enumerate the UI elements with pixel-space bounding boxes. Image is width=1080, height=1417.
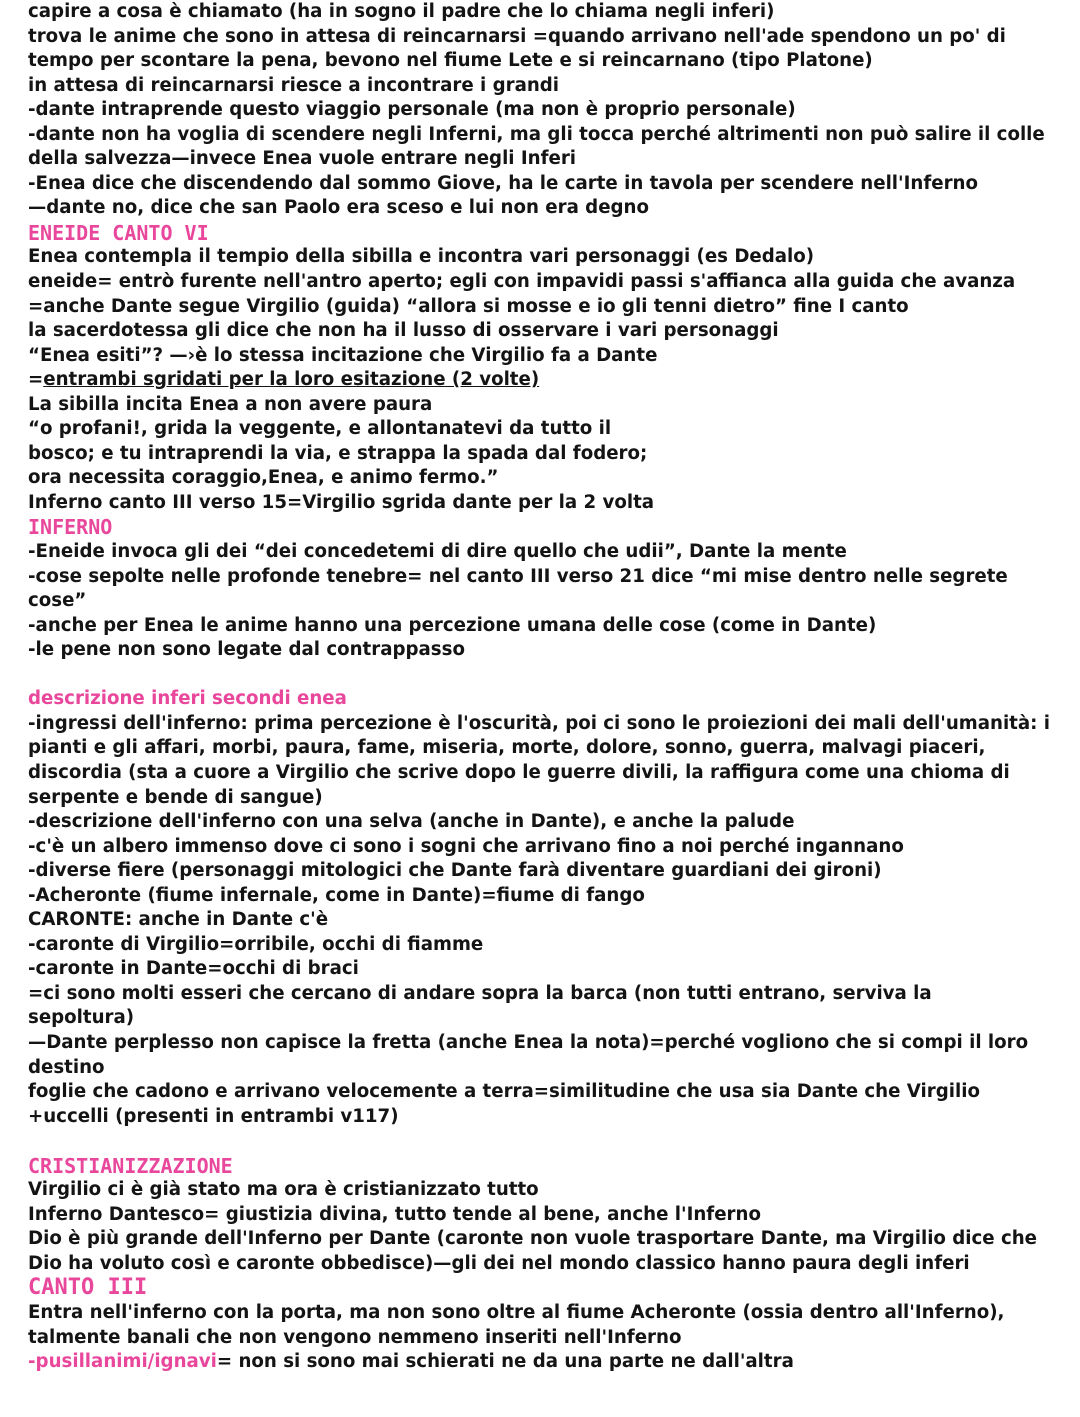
text-line: -dante non ha voglia di scendere negli Inferni, ma gli tocca perché altrimenti non può salire il colle [28,123,1045,145]
blank-line [28,1129,1068,1154]
highlighted-term: -pusillanimi/ignavi [28,1351,217,1373]
text-line: della salvezza—invece Enea vuole entrare negli Inferi [28,148,577,170]
text-line: Entra nell'inferno con la porta, ma non sono oltre al fiume Acheronte (ossia dentro all'Inferno), [28,1301,1005,1323]
text-line: la sacerdotessa gli dice che non ha il lusso di osservare i vari personaggi [28,320,779,342]
text-line: -cose sepolte nelle profonde tenebre= nel canto III verso 21 dice “mi mise dentro nelle segrete [28,565,1008,587]
text-line: trova le anime che sono in attesa di reincarnarsi =quando arrivano nell'ade spendono un po' di [28,25,1006,47]
text-line: foglie che cadono e arrivano velocemente a terra=similitudine che usa sia Dante che Virgilio [28,1081,980,1103]
section-heading-eneide-canto-vi: ENEIDE CANTO VI [28,220,209,245]
text-line: —dante no, dice che san Paolo era sceso e lui non era degno [28,197,649,219]
text-line: eneide= entrò furente nell'antro aperto; egli con impavidi passi s'affianca alla guida che avanza [28,271,1016,293]
quote-line: “o profani!, grida la veggente, e allontanatevi da tutto il [28,418,612,440]
text-line: =ci sono molti esseri che cercano di andare sopra la barca (non tutti entrano, serviva la [28,982,932,1004]
text-line: -descrizione dell'inferno con una selva (anche in Dante), e anche la palude [28,811,795,833]
text-line: -c'è un albero immenso dove ci sono i sogni che arrivano fino a noi perché ingannano [28,835,904,857]
section-heading-canto-iii: CANTO III [28,1275,148,1301]
text-line: talmente banali che non vengono nemmeno inseriti nell'Inferno [28,1326,682,1348]
text-line: sepoltura) [28,1007,135,1029]
text-line: Enea contempla il tempio della sibilla e incontra vari personaggi (es Dedalo) [28,246,815,268]
text-line: “Enea esiti”? —›è lo stessa incitazione che Virgilio fa a Dante [28,344,658,366]
text-line: Dio è più grande dell'Inferno per Dante (caronte non vuole trasportare Dante, ma Virgilio dice che [28,1228,1038,1250]
section-heading-descrizione-inferi: descrizione inferi secondi enea [28,688,347,710]
text-line: CARONTE: anche in Dante c'è [28,909,329,931]
text-line: -caronte in Dante=occhi di braci [28,958,359,980]
text-line: +uccelli (presenti in entrambi v117) [28,1105,399,1127]
text-line-mixed [28,1350,1068,1375]
definition-text: = non si sono mai schierati ne da una parte ne dall'altra [216,1351,794,1373]
text-line: in attesa di reincarnarsi riesce a incontrare i grandi [28,74,560,96]
text-line: -dante intraprende questo viaggio personale (ma non è proprio personale) [28,99,796,121]
text-line-underlined [28,368,1068,393]
text-line: cose” [28,590,87,612]
text-line: -anche per Enea le anime hanno una percezione umana delle cose (come in Dante) [28,614,877,636]
text-line: Dio ha voluto così e caronte obbedisce)—gli dei nel mondo classico hanno paura degli inferi [28,1252,970,1274]
quote-line: bosco; e tu intraprendi la via, e strappa la spada dal fodero; [28,442,648,464]
notes-page [28,0,1068,1375]
text-line: serpente e bende di sangue) [28,786,323,808]
text-line: -ingressi dell'inferno: prima percezione è l'oscurità, poi ci sono le proiezioni dei mali dell'umanità: i [28,712,1050,734]
section-heading-cristianizzazione: CRISTIANIZZAZIONE [28,1153,233,1178]
quote-line: ora necessita coraggio,Enea, e animo fermo.” [28,467,499,489]
text-line: -le pene non sono legate dal contrappasso [28,639,465,661]
text-line: capire a cosa è chiamato (ha in sogno il padre che lo chiama negli inferi) [28,1,775,22]
text-line: Inferno Dantesco= giustizia divina, tutto tende al bene, anche l'Inferno [28,1203,761,1225]
text-line: pianti e gli affari, morbi, paura, fame, miseria, morte, dolore, sonno, guerra, malvagi piaceri, [28,737,986,759]
underlined-text: entrambi sgridati per la loro esitazione (2 volte) [43,369,540,391]
section-heading-inferno: INFERNO [28,515,113,540]
text-line: Inferno canto III verso 15=Virgilio sgrida dante per la 2 volta [28,491,655,513]
text-line: —Dante perplesso non capisce la fretta (anche Enea la nota)=perché vogliono che si compi il loro [28,1031,1029,1053]
text-line: discordia (sta a cuore a Virgilio che scrive dopo le guerre divili, la raffigura come una chioma di [28,761,1010,783]
text-line: tempo per scontare la pena, bevono nel fiume Lete e si reincarnano (tipo Platone) [28,50,873,72]
text-line: -Acheronte (fiume infernale, come in Dante)=fiume di fango [28,884,645,906]
text-line: -Enea dice che discendendo dal sommo Giove, ha le carte in tavola per scendere nell'Inferno [28,172,978,194]
text-line: La sibilla incita Enea a non avere paura [28,393,433,415]
equals-prefix: = [28,369,44,391]
text-line: -caronte di Virgilio=orribile, occhi di fiamme [28,933,484,955]
text-line: Virgilio ci è già stato ma ora è cristianizzato tutto [28,1179,539,1201]
text-line: -diverse fiere (personaggi mitologici che Dante farà diventare guardiani dei gironi) [28,860,882,882]
text-line: =anche Dante segue Virgilio (guida) “allora si mosse e io gli tenni dietro” fine I canto [28,295,909,317]
text-line: destino [28,1056,105,1078]
blank-line [28,663,1068,688]
text-line: -Eneide invoca gli dei “dei concedetemi di dire quello che udii”, Dante la mente [28,541,847,563]
